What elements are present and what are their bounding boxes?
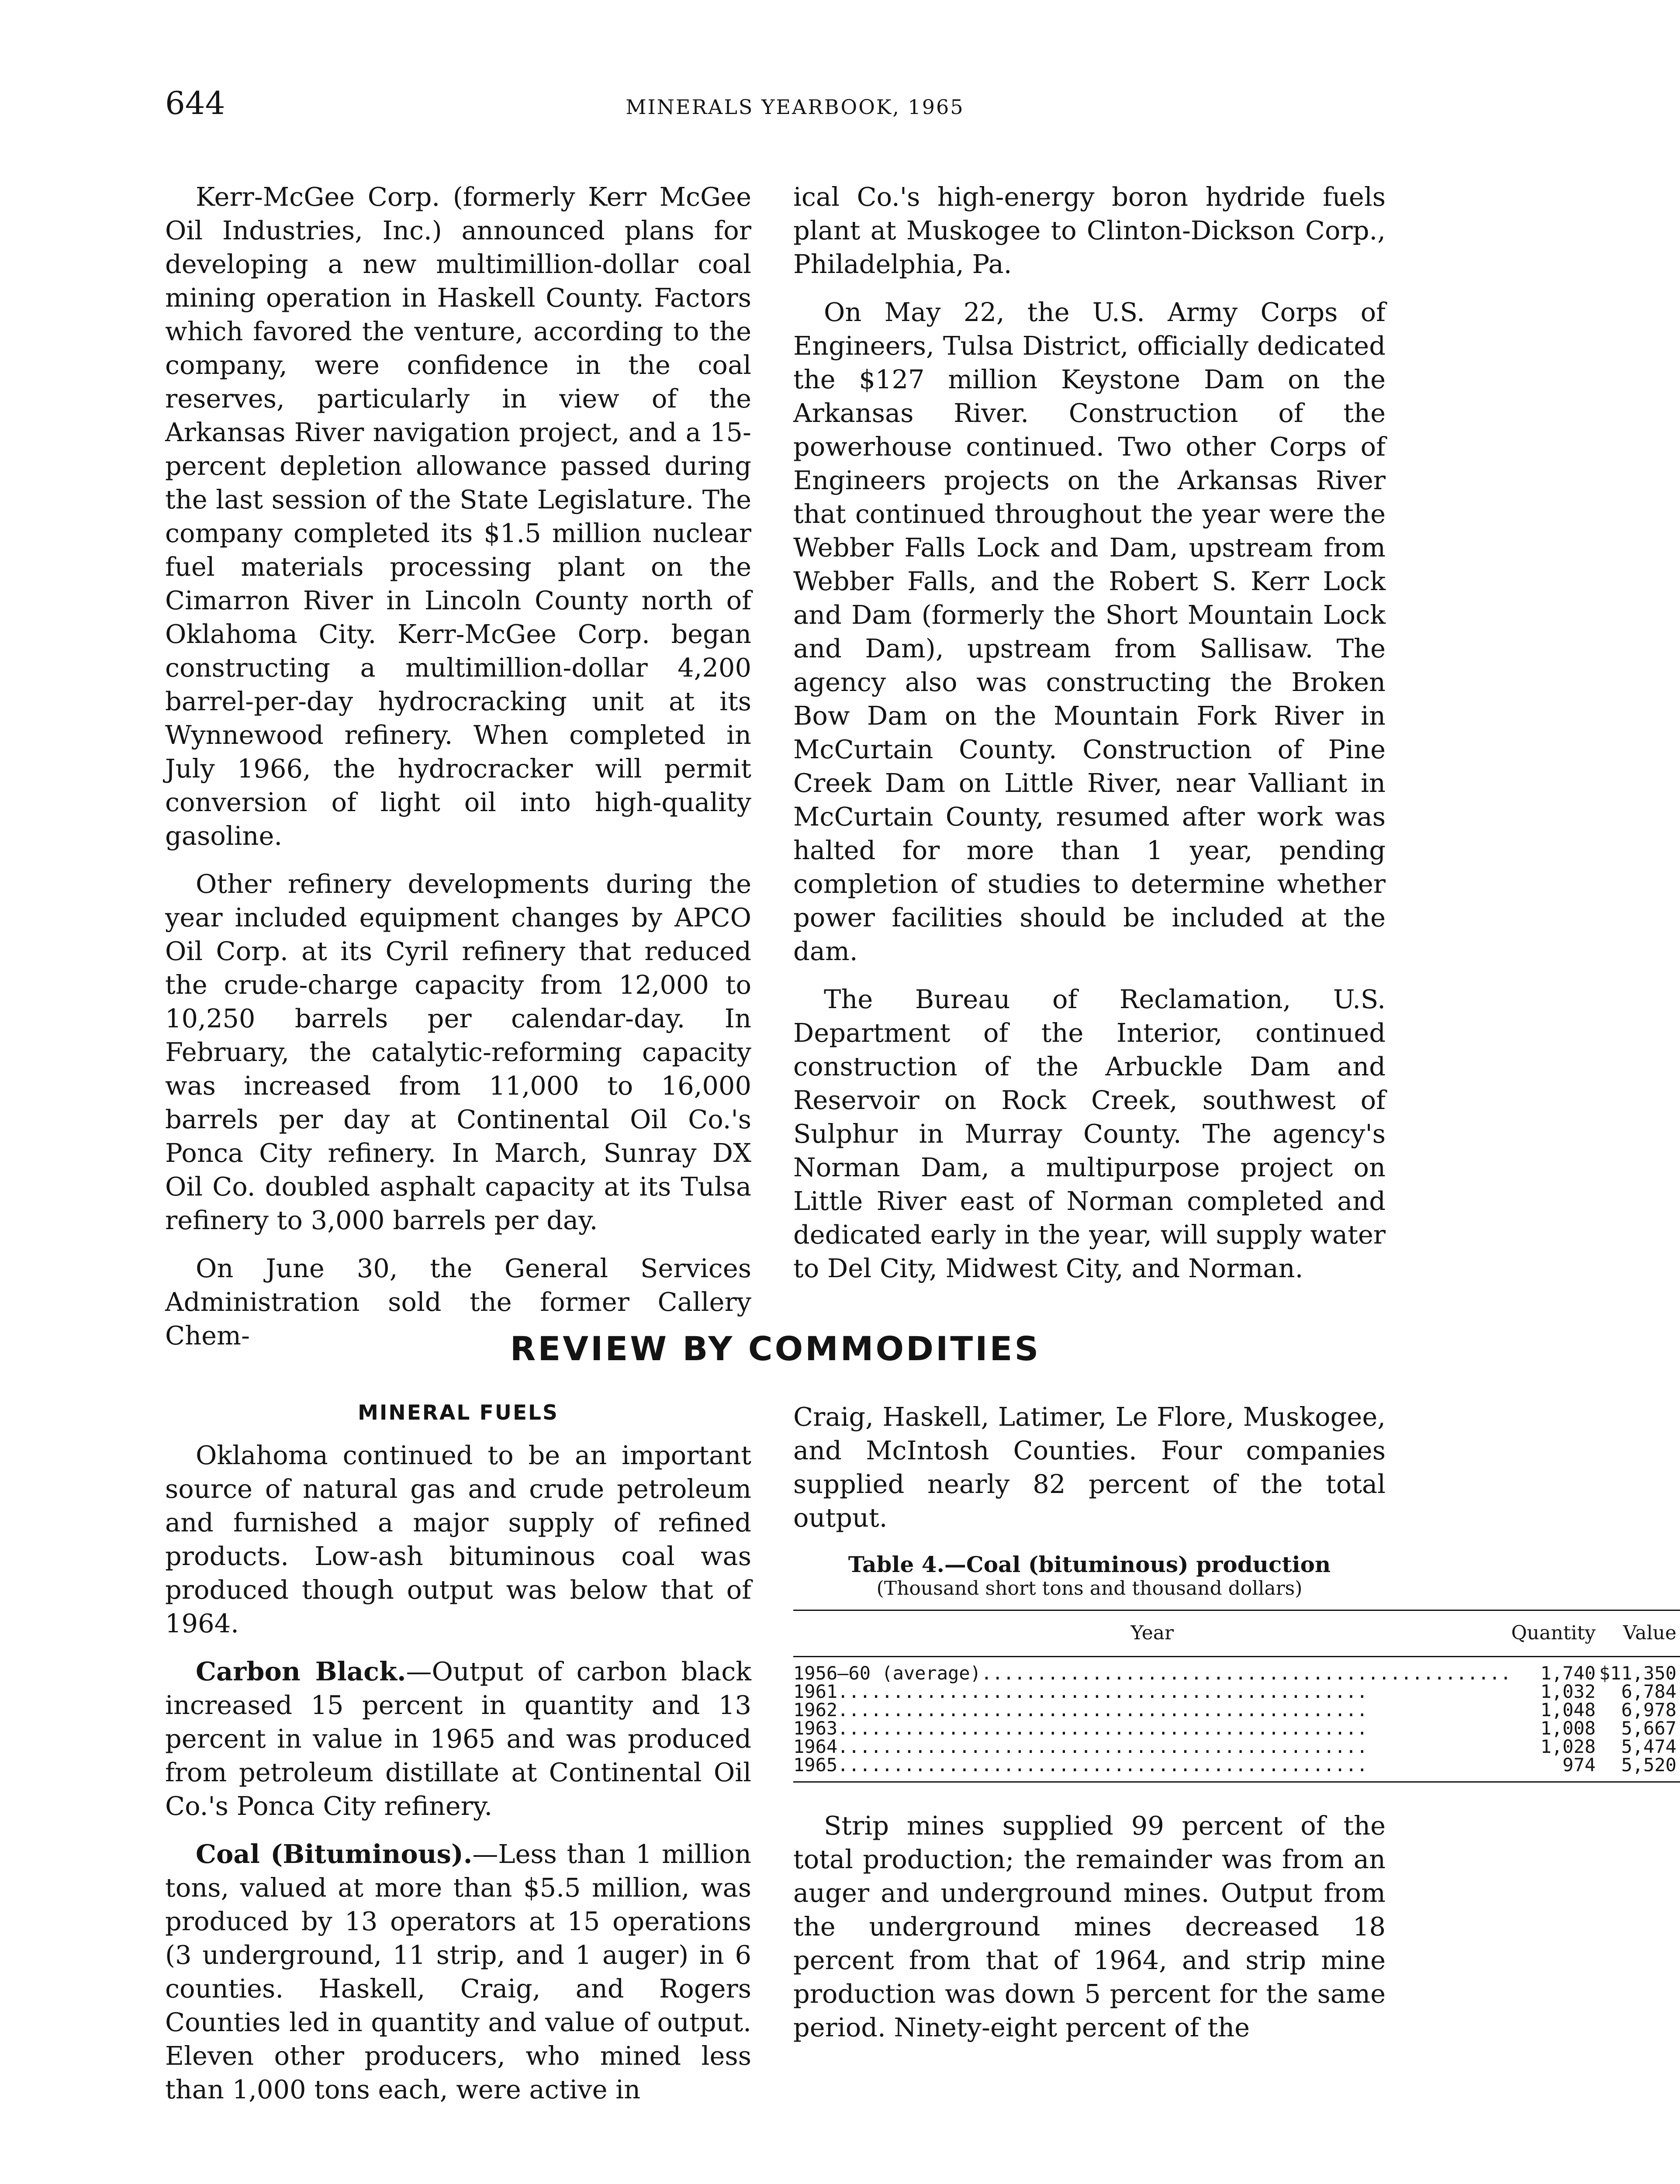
row-year: 1956–60 (average) .....: [793, 1657, 1511, 1683]
table-row: [793, 1756, 1680, 1782]
paragraph-kerr-mcgee: Kerr-McGee Corp. (formerly Kerr McGee Oil Industries, Inc.) announced plans for developing a new multimillion-dollar coal mining operation in Haskell County. Factors which favored the venture, according to the company, were confidence in the coal reserves, particularly in view of the Arkansas River navigation project, and a 15-percent depletion allowance passed during the last session of the State Legislature. The company completed its $1.5 million nuclear fuel materials processing plant on the Cimarron River in Lincoln County north of Oklahoma City. Kerr-McGee Corp. began constructing a multimillion-dollar 4,200 barrel-per-day hydrocracking unit at its Wynnewood refinery. When completed in July 1966, the hydrocracker will permit conversion of light oil into high-quality gasoline.: [165, 182, 751, 851]
row-quantity: 1,028: [1540, 1736, 1596, 1757]
coal-production-table: [793, 1610, 1680, 1783]
row-value: 5,474: [1621, 1736, 1677, 1757]
top-right-column: [793, 180, 1386, 1299]
table-row: [793, 1683, 1680, 1701]
top-left-column: [165, 180, 751, 1367]
table-row: [793, 1701, 1680, 1719]
row-year: 1961 .....: [793, 1683, 1511, 1701]
paragraph-gsa-sale: On June 30, the General Services Administration sold the former Callery Chem-: [165, 1253, 751, 1351]
row-quantity: 1,740: [1540, 1662, 1596, 1684]
carbon-black-text: —Output of carbon black increased 15 percent in quantity and 13 percent in value in 1965 and was produced from petroleum distillate at Continental Oil Co.'s Ponca City refinery.: [165, 1656, 752, 1821]
section-heading: REVIEW BY COMMODITIES: [510, 1329, 1041, 1368]
row-value: 5,520: [1621, 1754, 1677, 1776]
table-title: Table 4.—Coal (bituminous) production: [848, 1552, 1331, 1577]
paragraph-carbon-black: [165, 1655, 751, 1823]
table-subtitle: (Thousand short tons and thousand dollars): [876, 1577, 1303, 1600]
paragraph-refinery-developments: Other refinery developments during the year included equipment changes by APCO Oil Corp. at its Cyril refinery that reduced the crude-charge capacity from 12,000 to 10,250 barrels per calendar-day. In February, the catalytic-reforming capacity was increased from 11,000 to 16,000 barrels per day at Continental Oil Co.'s Ponca City refinery. In March, Sunray DX Oil Co. doubled asphalt capacity at its Tulsa refinery to 3,000 barrels per day.: [165, 869, 751, 1235]
mineral-fuels-heading: MINERAL FUELS: [358, 1401, 559, 1425]
column-header-quantity: Quantity: [1511, 1610, 1599, 1657]
row-quantity: 974: [1562, 1754, 1596, 1776]
carbon-black-run-in: Carbon Black.: [196, 1656, 406, 1686]
bottom-right-column: [793, 1400, 1677, 2059]
row-value: 6,784: [1621, 1681, 1677, 1702]
row-value: 5,667: [1621, 1717, 1677, 1739]
coal-run-in: Coal (Bituminous).: [196, 1839, 473, 1869]
table-row: [793, 1719, 1680, 1738]
row-quantity: 1,008: [1540, 1717, 1596, 1739]
row-value: 6,978: [1621, 1699, 1677, 1721]
bottom-left-column: [165, 1400, 751, 2121]
table-4: [793, 1552, 1677, 1783]
row-value: $11,350: [1599, 1662, 1677, 1684]
paragraph-bureau-of-reclamation: The Bureau of Reclamation, U.S. Department of the Interior, continued construction of the Arbuckle Dam and Reservoir on Rock Creek, southwest of Sulphur in Murray County. The agency's Norman Dam, a multipurpose project on Little River east of Norman completed and dedicated early in the year, will supply water to Del City, Midwest City, and Norman.: [793, 984, 1386, 1283]
paragraph-counties-continuation: Craig, Haskell, Latimer, Le Flore, Muskogee, and McIntosh Counties. Four companies supplied nearly 82 percent of the total output.: [793, 1402, 1386, 1533]
table-row: [793, 1657, 1680, 1683]
paragraph-corps-of-engineers: On May 22, the U.S. Army Corps of Engineers, Tulsa District, officially dedicated the $127 million Keystone Dam on the Arkansas River. Construction of the powerhouse continued. Two other Corps of Engineers projects on the Arkansas River that continued throughout the year were the Webber Falls Lock and Dam, upstream from Webber Falls, and the Robert S. Kerr Lock and Dam (formerly the Short Mountain Lock and Dam), upstream from Sallisaw. The agency also was constructing the Broken Bow Dam on the Mountain Fork River in McCurtain County. Construction of Pine Creek Dam on Little River, near Valliant in McCurtain County, resumed after work was halted for more than 1 year, pending completion of studies to determine whether power facilities should be included at the dam.: [793, 297, 1386, 966]
paragraph-coal-bituminous: [165, 1837, 751, 2106]
row-quantity: 1,032: [1540, 1681, 1596, 1702]
row-year: 1965 .....: [793, 1756, 1511, 1782]
row-year: 1963 .....: [793, 1719, 1511, 1738]
column-header-value: Value: [1599, 1610, 1680, 1657]
paragraph-callery-continuation: ical Co.'s high-energy boron hydride fuels plant at Muskogee to Clinton-Dickson Corp., Philadelphia, Pa.: [793, 182, 1386, 279]
row-year: 1964 .....: [793, 1738, 1511, 1756]
coal-text: —Less than 1 million tons, valued at more than $5.5 million, was produced by 13 operators at 15 operations (3 underground, 11 strip, and 1 auger) in 6 counties. Haskell, Craig, and Rogers Counties led in quantity and value of output. Eleven other producers, who mined less than 1,000 tons each, were active in: [165, 1839, 752, 2105]
row-year: 1962 .....: [793, 1701, 1511, 1719]
column-header-year: Year: [793, 1610, 1511, 1657]
paragraph-strip-mines: Strip mines supplied 99 percent of the total production; the remainder was from an auger and underground mines. Output from the underground mines decreased 18 percent from that of 1964, and strip mine production was down 5 percent for the same period. Ninety-eight percent of the: [793, 1811, 1386, 2042]
page-number: 644: [165, 85, 225, 121]
paragraph-mineral-fuels-intro: Oklahoma continued to be an important source of natural gas and crude petroleum and furnished a major supply of refined products. Low-ash bituminous coal was produced though output was below that of 1964.: [165, 1440, 751, 1638]
running-title: MINERALS YEARBOOK, 1965: [626, 95, 964, 119]
row-quantity: 1,048: [1540, 1699, 1596, 1721]
table-row: [793, 1738, 1680, 1756]
table-header-row: [793, 1610, 1680, 1657]
